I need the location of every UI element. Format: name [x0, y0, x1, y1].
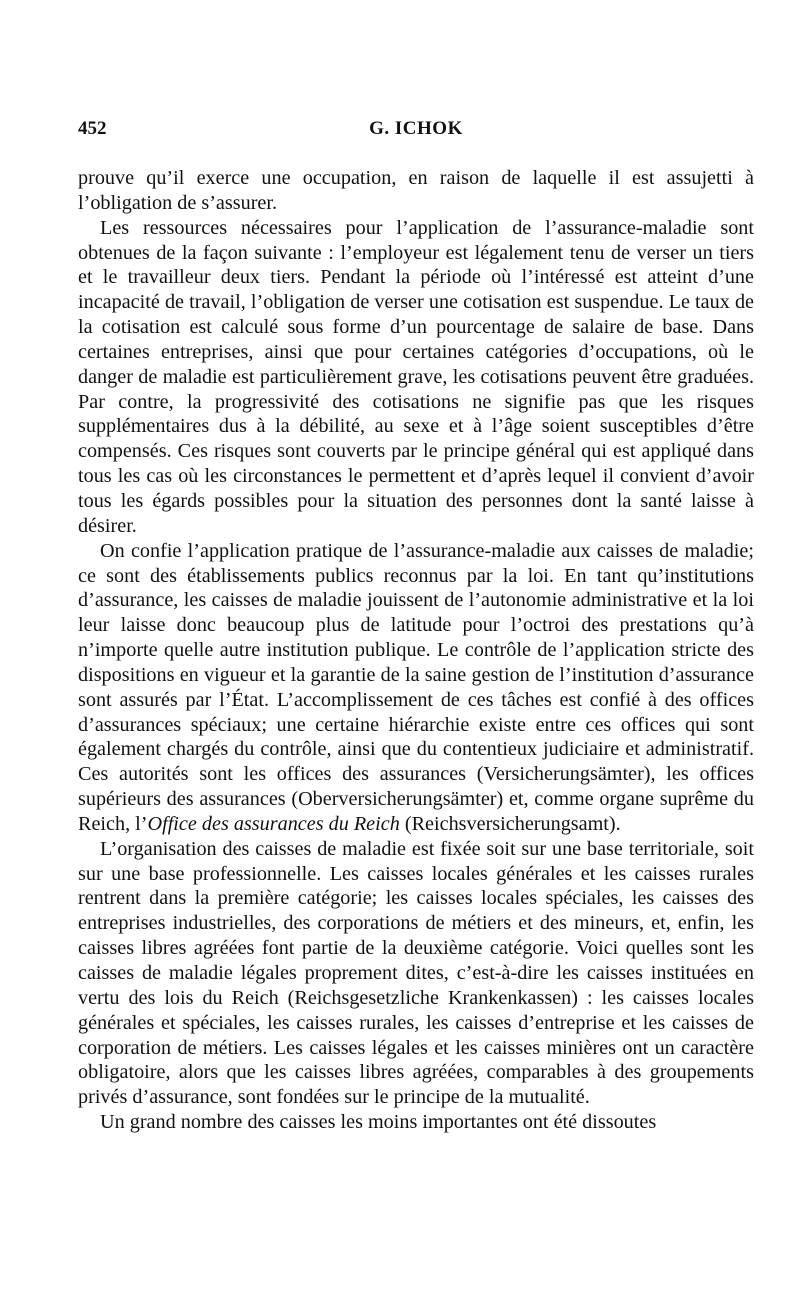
page-header	[78, 118, 754, 142]
paragraph-ressources: Les ressources nécessaires pour l’application de l’assurance-maladie sont obtenues de la façon suivante : l’employeur est légalement tenu de verser un tiers et le travailleur deux tiers. Pendant la période où l’intéressé est atteint d’une incapacité de travail, l’obligation de verser une cotisation est suspendue. Le taux de la cotisation est calculé sous forme d’un pourcentage de salaire de base. Dans certaines entreprises, ainsi que pour certaines catégories d’occupations, où le danger de maladie est particulièrement grave, les cotisations peuvent être graduées. Par contre, la progressivité des cotisations ne signifie pas que les risques supplémentaires dus à la débilité, au sexe et à l’âge soient susceptibles d’être compensés. Ces risques sont couverts par le principe général qui est appliqué dans tous les cas où les circonstances le permettent et d’après lequel il convient d’avoir tous les égards possibles pour la situation des personnes dont la santé laisse à désirer.	[78, 216, 754, 537]
paragraph-organisation: L’organisation des caisses de maladie est fixée soit sur une base territoriale, soit sur une base professionnelle. Les caisses locales générales et les caisses rurales rentrent dans la première catégorie; les caisses locales spéciales, les caisses des entreprises industrielles, des corporations de métiers et des mineurs, et, enfin, les caisses libres agréées font partie de la deuxième catégorie. Voici quelles sont les caisses de maladie légales proprement dites, c’est-à-dire les caisses instituées en vertu des lois du Reich (Reichsgesetzliche Krankenkassen) : les caisses locales générales et spéciales, les caisses rurales, les caisses d’entreprise et les caisses de corporation de métiers. Les caisses légales et les caisses minières ont un caractère obligatoire, alors que les caisses libres agréées, comparables à des groupements privés d’assurance, sont fondées sur le principe de la mutualité.	[78, 837, 754, 1109]
office-name-italic: Office des assurances du Reich	[147, 812, 400, 835]
page-number: 452	[78, 118, 107, 139]
paragraph-caisses-maladie	[78, 539, 754, 837]
paragraph-continuation: prouve qu’il exerce une occupation, en raison de laquelle il est assujetti à l’obligation de s’assurer.	[78, 167, 754, 214]
paragraph-caisses-maladie-end: (Reichsversicherungsamt).	[399, 812, 621, 835]
body-text	[78, 166, 754, 1135]
running-head: G. ICHOK	[369, 118, 463, 139]
paragraph-caisses-maladie-text: On confie l’application pratique de l’assurance-maladie aux caisses de maladie; ce sont des établissements publics reconnus par la loi. En tant qu’institutions d’assurance, les caisses de maladie jouissent de l’autonomie administrative et la loi leur laisse donc beaucoup plus de latitude pour l’octroi des prestations qu’à n’importe quelle autre institution publique. Le contrôle de l’application stricte des dispositions en vigueur et la garantie de la saine gestion de l’institution d’assurance sont assurés par l’État. L’accomplissement de ces tâches est confié à des offices d’assurances spéciaux; une certaine hiérarchie existe entre ces offices qui sont également chargés du contrôle, ainsi que du contentieux judiciaire et administratif. Ces autorités sont les offices des assurances (Versicherungsämter), les offices supérieurs des assurances (Oberversicherungsämter) et, comme organe suprême du Reich, l’	[78, 539, 754, 835]
paragraph-dissolution: Un grand nombre des caisses les moins importantes ont été dissoutes	[100, 1111, 657, 1134]
